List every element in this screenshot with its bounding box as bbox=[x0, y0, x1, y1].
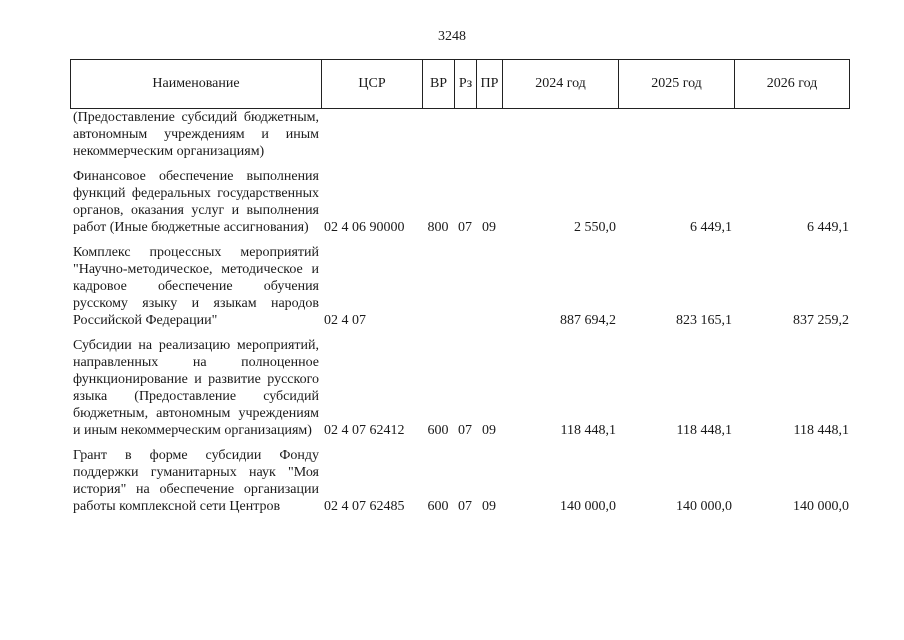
row-2026: 140 000,0 bbox=[793, 499, 849, 514]
row-2026: 6 449,1 bbox=[807, 220, 849, 235]
table-row bbox=[70, 337, 850, 439]
table-row bbox=[70, 109, 850, 160]
row-2024: 887 694,2 bbox=[560, 313, 616, 328]
header-name: Наименование bbox=[71, 60, 322, 108]
header-vr: ВР bbox=[423, 60, 455, 108]
row-csr: 02 4 07 62412 bbox=[324, 423, 405, 438]
row-2026: 837 259,2 bbox=[793, 313, 849, 328]
table-header bbox=[70, 59, 850, 109]
table-row bbox=[70, 168, 850, 236]
row-name: Комплекс процессных мероприятий "Научно-методическое, методическое и кадровое обеспечение обучения русскому языку и языкам народов Российской Федерации" bbox=[73, 245, 319, 328]
row-csr: 02 4 06 90000 bbox=[324, 220, 405, 235]
header-pr: ПР bbox=[477, 60, 503, 108]
row-rz: 07 bbox=[458, 220, 472, 235]
table-body bbox=[70, 109, 850, 523]
row-2025: 823 165,1 bbox=[676, 313, 732, 328]
row-name: Субсидии на реализацию мероприятий, направленных на полноценное функционирование и развитие русского языка (Предоставление субсидий бюджетным, автономным учреждениям и иным некоммерческим организациям) bbox=[73, 338, 319, 438]
table-row bbox=[70, 447, 850, 515]
header-csr: ЦСР bbox=[322, 60, 423, 108]
row-2025: 140 000,0 bbox=[676, 499, 732, 514]
row-pr: 09 bbox=[482, 423, 496, 438]
header-rz: Рз bbox=[455, 60, 477, 108]
row-2024: 140 000,0 bbox=[560, 499, 616, 514]
header-2025: 2025 год bbox=[619, 60, 735, 108]
row-name: Финансовое обеспечение выполнения функций федеральных государственных органов, оказания услуг и выполнения работ (Иные бюджетные ассигнования) bbox=[73, 169, 319, 235]
header-2026: 2026 год bbox=[766, 76, 818, 91]
row-name: Грант в форме субсидии Фонду поддержки гуманитарных наук "Моя история" на обеспечение организации работы комплексной сети Центров bbox=[73, 448, 319, 514]
row-2025: 118 448,1 bbox=[676, 423, 732, 438]
row-pr: 09 bbox=[482, 220, 496, 235]
row-name: (Предоставление субсидий бюджетным, автономным учреждениям и иным некоммерческим организациям) bbox=[73, 110, 319, 159]
row-vr: 600 bbox=[427, 423, 449, 438]
row-csr: 02 4 07 62485 bbox=[324, 499, 405, 514]
row-rz: 07 bbox=[458, 499, 472, 514]
table-row bbox=[70, 244, 850, 329]
row-2026: 118 448,1 bbox=[793, 423, 849, 438]
row-pr: 09 bbox=[482, 499, 496, 514]
row-2024: 2 550,0 bbox=[574, 220, 616, 235]
row-vr: 600 bbox=[427, 499, 449, 514]
row-vr: 800 bbox=[427, 220, 449, 235]
row-2024: 118 448,1 bbox=[560, 423, 616, 438]
page-number: 3248 bbox=[438, 29, 466, 44]
row-csr: 02 4 07 bbox=[324, 313, 366, 328]
row-2025: 6 449,1 bbox=[690, 220, 732, 235]
row-rz: 07 bbox=[458, 423, 472, 438]
header-2024: 2024 год bbox=[503, 60, 619, 108]
